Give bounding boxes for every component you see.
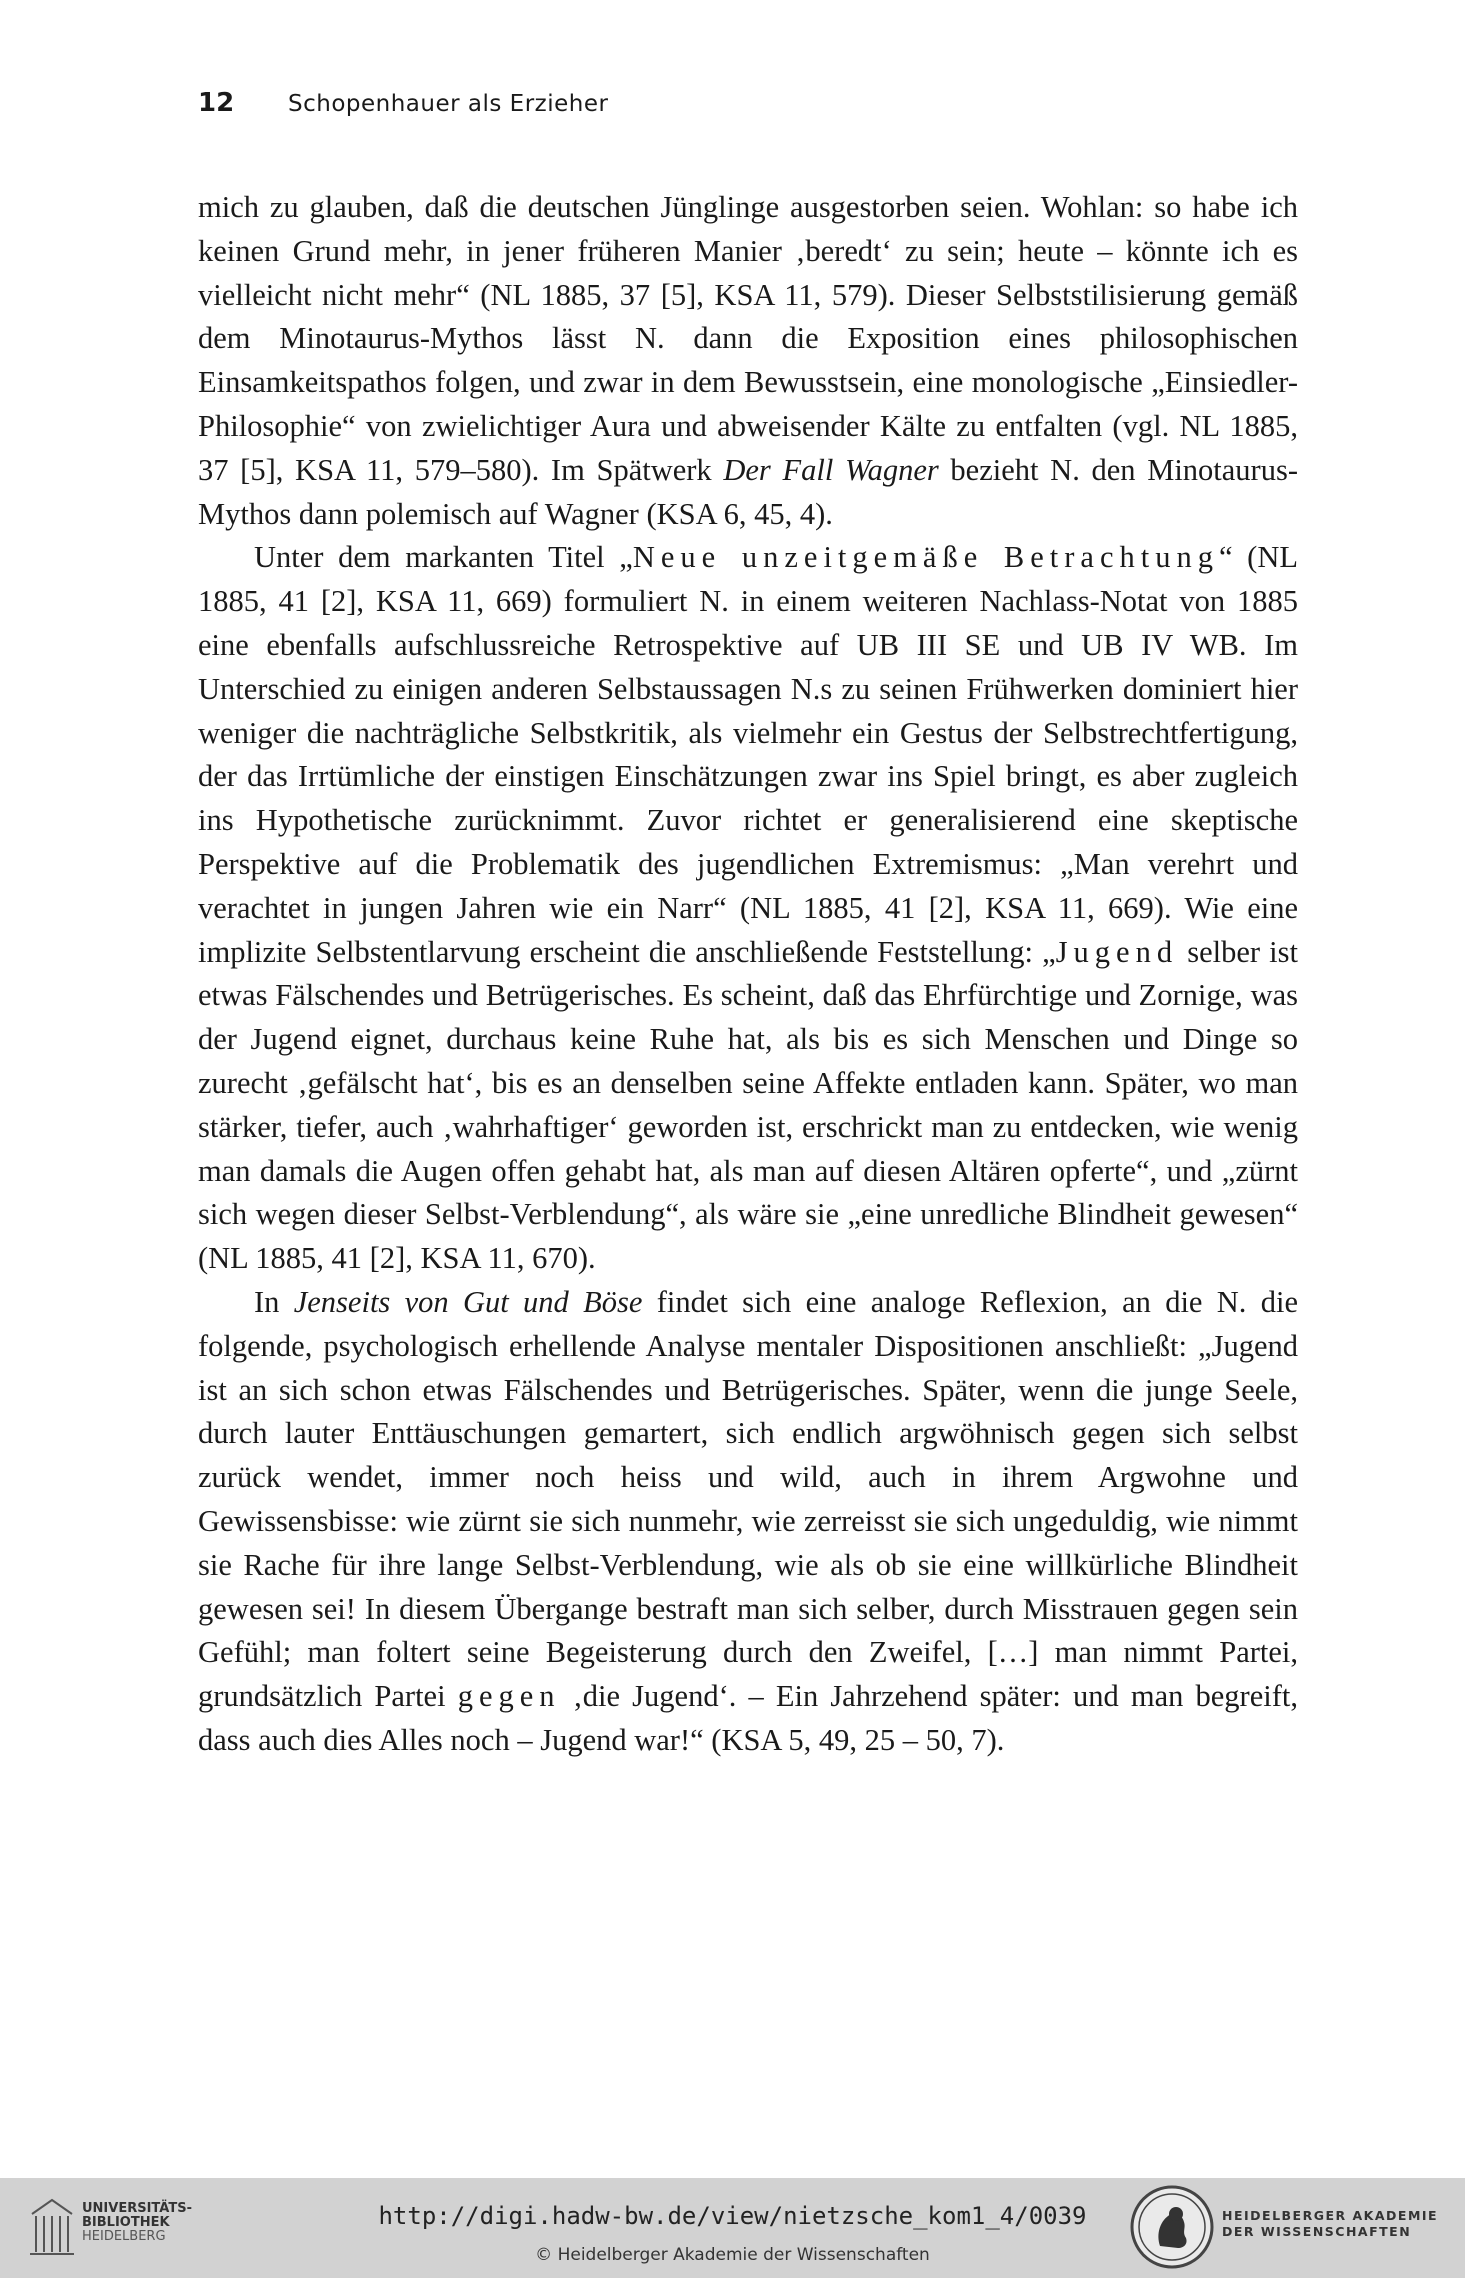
text-run: Unter dem markanten Titel „ xyxy=(254,540,633,575)
main-text xyxy=(198,186,1298,1763)
paragraph-1 xyxy=(198,186,1298,536)
text-run: findet sich eine analoge Reflexion, an die N. die folgende, psychologisch erhellende Analyse mentaler Dispositionen anschließt: „Jugend ist an sich schon etwas Fälschendes und Betrügerisches. Später, wenn die junge Seele, durch lauter Enttäuschungen gemartert, sich endlich argwöhnisch gegen sich selbst zurück wendet, immer noch heiss und wild, auch in ihrem Argwohne und Gewissensbisse: wie zürnt sie sich nunmehr, wie zerreisst sie sich ungeduldig, wie nimmt sie Rache für ihre lange Selbst-Verblendung, wie als ob sie eine willkürliche Blindheit gewesen sei! In diesem Übergange bestraft man sich selber, durch Misstrauen gegen sein Gefühl; man foltert seine Begeisterung durch den Zweifel, […] man nimmt Partei, grundsätzlich Partei xyxy=(198,1284,1299,1714)
library-line-1: UNIVERSITÄTS- xyxy=(82,2201,192,2216)
text-run: selber ist etwas Fälschendes und Betrügerisches. Es scheint, daß das Ehrfürchtige und Zornige, was der Jugend eignet, durchaus keine Ruhe hat, als bis es sich Menschen und Dinge so zurecht ‚gefälscht hat‘, bis es an denselben seine Affekte entladen kann. Später, wo man stärker, tiefer, auch ‚wahrhaftiger‘ geworden ist, erschrickt man zu entdecken, wie wenig man damals die Augen offen gehabt hat, als man auf diesen Altären opferte“, und „zürnt sich wegen dieser Selbst-Verblendung“, als wäre sie „eine unredliche Blindheit gewesen“ (NL 1885, 41 [2], KSA 11, 670). xyxy=(198,934,1298,1276)
academy-line-1: HEIDELBERGER AKADEMIE xyxy=(1222,2208,1439,2223)
running-header xyxy=(198,88,1298,128)
library-line-2: BIBLIOTHEK xyxy=(82,2215,170,2230)
copyright-notice: © Heidelberger Akademie der Wissenschaften xyxy=(535,2245,930,2265)
academy-name xyxy=(1222,2208,1438,2240)
text-run: “ (NL 1885, 41 [2], KSA 11, 669) formuliert N. in einem weiteren Nachlass-Notat von 1885 eine ebenfalls aufschlussreiche Retrospektive auf UB III SE und UB IV WB. Im Unterschied zu einigen anderen Selbstaussagen N.s zu seinen Frühwerken dominiert hier weniger die nachträgliche Selbstkritik, als vielmehr ein Gestus der Selbstrechtfertigung, der das Irrtümliche der einstigen Einschätzungen zwar ins Spiel bringt, es aber zugleich ins Hypothetische zurücknimmt. Zuvor richtet er generalisierend eine skeptische Perspektive auf die Problematik des jugendlichen Extremismus: „Man verehrt und verachtet in jungen Jahren wie ein Narr“ (NL 1885, 41 [2], KSA 11, 669). Wie eine implizite Selbstentlarvung erscheint die anschließende Feststellung: „ xyxy=(198,540,1298,969)
library-line-3: HEIDELBERG xyxy=(82,2229,166,2244)
text-run: ‚die Jugend‘. – Ein Jahrzehend später: und man begreift, dass auch dies Alles noch – Jugend war!“ (KSA 5, 49, 25 – 50, 7). xyxy=(198,1679,1298,1757)
text-run: bezieht N. den Minotaurus-Mythos dann polemisch auf Wagner (KSA 6, 45, 4). xyxy=(198,452,1298,531)
running-title: Schopenhauer als Erzieher xyxy=(288,91,609,117)
academy-line-2: DER WISSENSCHAFTEN xyxy=(1222,2224,1412,2239)
paragraph-2 xyxy=(198,536,1298,1281)
spaced-emphasis: Neue unzeitgemäße Betrachtung xyxy=(632,540,1219,575)
spaced-emphasis: Jugend xyxy=(1055,934,1179,969)
paragraph-3 xyxy=(198,1281,1298,1763)
text-run: In xyxy=(254,1284,294,1319)
spaced-emphasis: gegen xyxy=(457,1679,561,1714)
text-run: mich zu glauben, daß die deutschen Jünglinge ausgestorben seien. Wohlan: so habe ich keinen Grund mehr, in jener früheren Manier ‚beredt‘ zu sein; heute – könnte ich es vielleicht nicht mehr“ (NL 1885, 37 [5], KSA 11, 579). Dieser Selbststilisierung gemäß dem Minotaurus-Mythos lässt N. dann die Exposition eines philosophischen Einsamkeitspathos folgen, und zwar in dem Bewusstsein, eine monologische „Einsiedler-Philosophie“ von zwielichtiger Aura und abweisender Kälte zu entfalten (vgl. NL 1885, 37 [5], KSA 11, 579–580). Im Spätwerk xyxy=(198,190,1298,487)
italic-title-der-fall-wagner: Der Fall Wagner xyxy=(723,452,939,487)
source-url-link[interactable]: http://digi.hadw-bw.de/view/nietzsche_kom1_4/0039 xyxy=(378,2202,1087,2230)
page-number: 12 xyxy=(198,88,235,118)
italic-title-jenseits: Jenseits von Gut und Böse xyxy=(293,1284,643,1319)
footer-bar xyxy=(0,2178,1465,2278)
academy-seal-icon xyxy=(1130,2184,1214,2270)
